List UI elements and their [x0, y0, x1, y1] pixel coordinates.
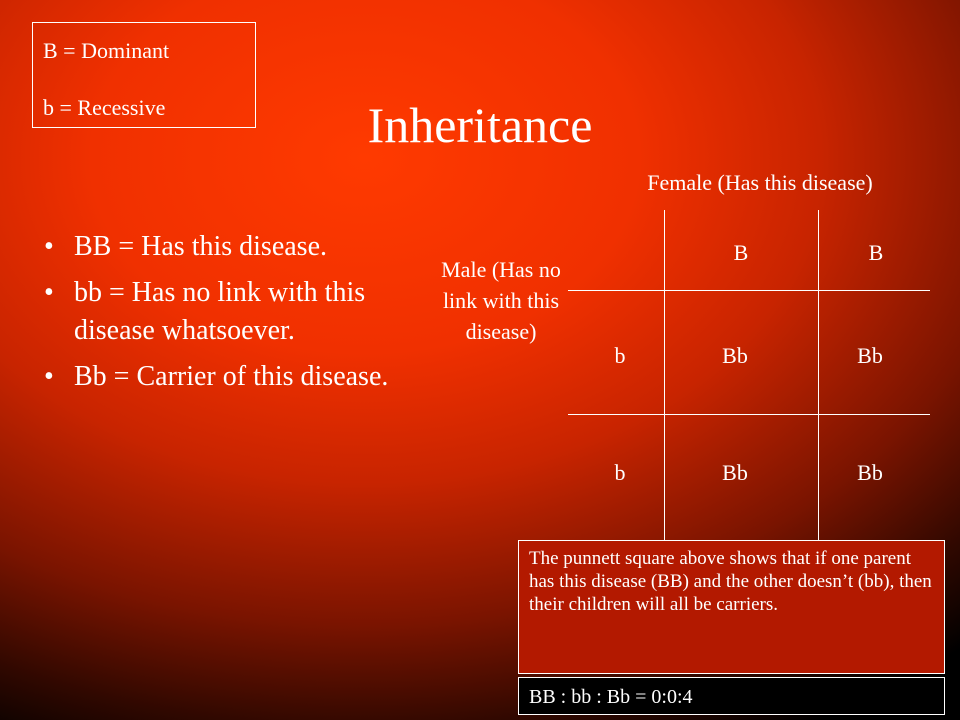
grid-line-horizontal — [568, 290, 930, 291]
grid-line-vertical — [818, 210, 819, 550]
bullet-text: bb = Has no link with this disease whatsoever. — [74, 277, 366, 346]
female-parent-label: Female (Has this disease) — [647, 170, 873, 195]
ratio-text: BB : bb : Bb = 0:0:4 — [529, 686, 693, 708]
punnett-cell: Bb — [722, 343, 748, 368]
explanation-box — [518, 540, 945, 674]
bullet-text: Bb = Carrier of this disease. — [74, 361, 389, 392]
bullet-item-bb-dominant — [44, 228, 424, 266]
column-header-allele: B — [868, 240, 884, 265]
bullet-dot-icon: • — [44, 361, 54, 392]
bullet-list — [44, 228, 424, 404]
bullet-dot-icon: • — [44, 277, 54, 308]
punnett-cell: Bb — [857, 460, 883, 485]
grid-line-horizontal — [568, 414, 930, 415]
bullet-item-bb-recessive — [44, 274, 424, 350]
legend-recessive: b = Recessive — [43, 95, 166, 120]
male-parent-label: Male (Has no link with this disease) — [441, 257, 561, 344]
bullet-text: BB = Has this disease. — [74, 231, 327, 262]
bullet-item-carrier — [44, 358, 424, 396]
grid-line-vertical — [664, 210, 665, 550]
row-header-allele: b — [614, 343, 626, 368]
punnett-cell: Bb — [722, 460, 748, 485]
column-header-allele: B — [733, 240, 749, 265]
legend-dominant: B = Dominant — [43, 38, 170, 63]
row-header-allele: b — [614, 460, 626, 485]
ratio-box — [518, 677, 945, 715]
bullet-dot-icon: • — [44, 231, 54, 262]
explanation-text: The punnett square above shows that if one parent has this disease (BB) and the other doesn’t (bb), then their children will all be carriers. — [529, 548, 932, 615]
punnett-cell: Bb — [857, 343, 883, 368]
slide-title: Inheritance — [367, 97, 593, 153]
